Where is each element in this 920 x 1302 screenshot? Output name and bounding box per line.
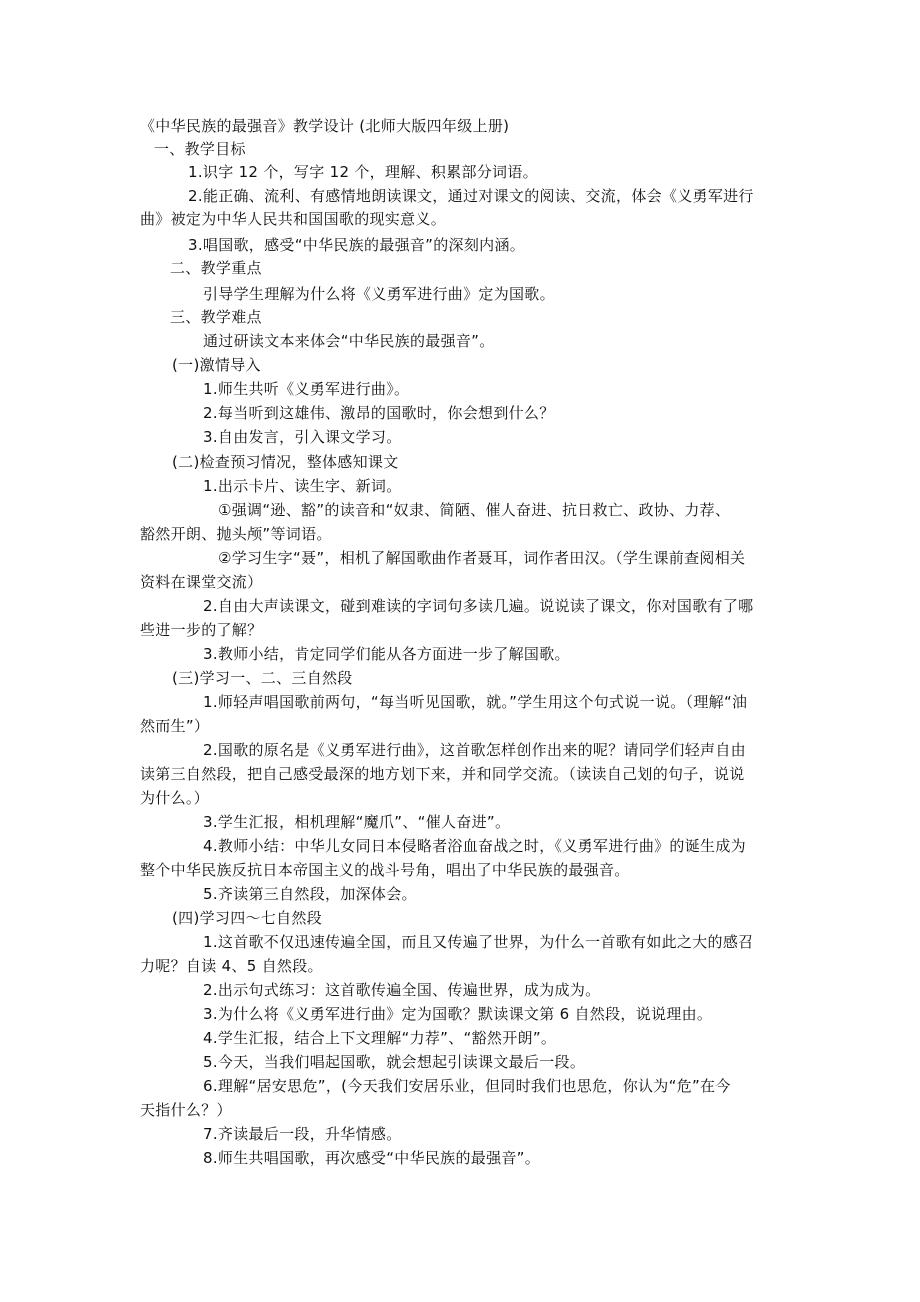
section-heading: (二)检查预习情况，整体感知课文 [172, 453, 399, 471]
text-line: 1.师生共听《义勇军进行曲》。 [203, 380, 410, 398]
text-line: 2.每当听到这雄伟、激昂的国歌时，你会想到什么？ [203, 404, 555, 422]
text-line: 天指什么？） [140, 1101, 232, 1119]
section-heading: (四)学习四～七自然段 [172, 909, 323, 927]
text-line: 5.今天，当我们唱起国歌，就会想起引读课文最后一段。 [203, 1053, 586, 1071]
text-line: 2.能正确、流利、有感情地朗读课文，通过对课文的阅读、交流，体会《义勇军进行 [188, 187, 754, 205]
section-heading: 三、教学难点 [170, 308, 262, 326]
text-line: 1.师轻声唱国歌前两句，“每当听见国歌，就。”学生用这个句式说一说。（理解“油 [203, 693, 748, 711]
text-line: 2.出示句式练习：这首歌传遍全国、传遍世界，成为成为。 [203, 981, 601, 999]
text-line: 2.国歌的原名是《义勇军进行曲》，这首歌怎样创作出来的呢？请同学们轻声自由 [203, 741, 746, 759]
text-line: 3.为什么将《义勇军进行曲》定为国歌？默读课文第 6 自然段，说说理由。 [203, 1005, 713, 1023]
text-line: 5.齐读第三自然段，加深体会。 [203, 885, 417, 903]
text-line: 3.学生汇报，相机理解“魔爪”、“催人奋进”。 [203, 813, 511, 831]
text-line: 3.唱国歌，感受“中华民族的最强音”的深刻内涵。 [188, 236, 526, 254]
section-heading: (三)学习一、二、三自然段 [172, 669, 353, 687]
text-line: 读第三自然段，把自己感受最深的地方划下来，并和同学交流。（读读自己划的句子，说说 [140, 765, 745, 783]
text-line: 引导学生理解为什么将《义勇军进行曲》定为国歌。 [203, 285, 555, 303]
text-line: 些进一步的了解？ [140, 621, 263, 639]
text-line: 曲》被定为中华人民共和国国歌的现实意义。 [140, 210, 447, 228]
text-line: 3.教师小结，肯定同学们能从各方面进一步了解国歌。 [203, 645, 570, 663]
section-heading: 二、教学重点 [170, 259, 262, 277]
text-line: 豁然开朗、抛头颅”等词语。 [140, 525, 332, 543]
text-line: 1.这首歌不仅迅速传遍全国，而且又传遍了世界，为什么一首歌有如此之大的感召 [203, 933, 754, 951]
text-line: 4.教师小结：中华儿女同日本侵略者浴血奋战之时，《义勇军进行曲》的诞生成为 [203, 837, 746, 855]
text-line: 通过研读文本来体会“中华民族的最强音”。 [203, 332, 495, 350]
text-line: 8.师生共唱国歌，再次感受“中华民族的最强音”。 [203, 1149, 541, 1167]
document-title: 《中华民族的最强音》教学设计 (北师大版四年级上册) [140, 117, 510, 135]
text-line: ②学习生字“聂”，相机了解国歌曲作者聂耳，词作者田汉。（学生课前查阅相关 [218, 549, 746, 567]
text-line: ①强调“逊、豁”的读音和“奴隶、简陋、催人奋进、抗日救亡、政协、力荐、 [218, 501, 731, 519]
text-line: 7.齐读最后一段，升华情感。 [203, 1125, 402, 1143]
text-line: 整个中华民族反抗日本帝国主义的战斗号角，唱出了中华民族的最强音。 [140, 861, 630, 879]
text-line: 4.学生汇报，结合上下文理解“力荐”、“豁然开朗”。 [203, 1029, 557, 1047]
text-line: 然而生”） [140, 717, 210, 735]
text-line: 1.出示卡片、读生字、新词。 [203, 477, 402, 495]
section-heading: 一、教学目标 [154, 140, 246, 158]
text-line: 力呢？自读 4、5 自然段。 [140, 957, 323, 975]
text-line: 6.理解“居安思危”，(今天我们安居乐业，但同时我们也思危，你认为“危”在今 [203, 1077, 731, 1095]
text-line: 3.自由发言，引入课文学习。 [203, 428, 402, 446]
text-line: 1.识字 12 个，写字 12 个，理解、积累部分词语。 [188, 163, 538, 181]
text-line: 2.自由大声读课文，碰到难读的字词句多读几遍。说说读了课文，你对国歌有了哪 [203, 597, 754, 615]
text-line: 为什么。） [140, 789, 210, 807]
section-heading: (一)激情导入 [172, 356, 261, 374]
text-line: 资料在课堂交流） [140, 573, 263, 591]
